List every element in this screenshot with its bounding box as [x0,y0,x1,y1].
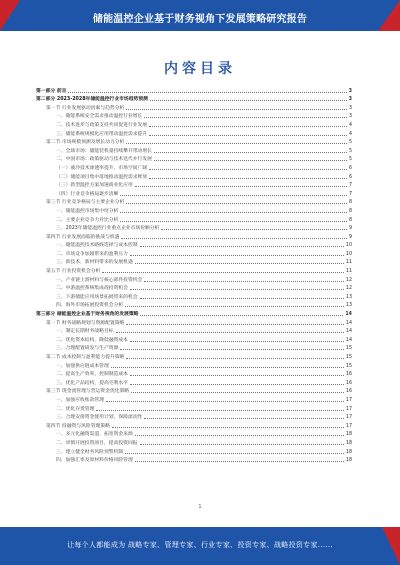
toc-leader-dots [126,109,347,110]
toc-entry-text: （一）液冷技术渗透率提升，市场空间广阔 [56,165,148,171]
toc-leader-dots [130,255,344,256]
toc-entry-page: 10 [345,243,352,249]
toc-entry[interactable] [36,283,352,292]
footer-slogan: 让每个人都能成为 战略专家、管理专家、行业专家、投资专家、战略投资专家...... [67,541,333,549]
toc-entry[interactable] [36,308,352,317]
toc-entry-text: 二、主要企业竞争力对比分析 [56,217,119,223]
toc-leader-dots [150,100,347,101]
toc-entry[interactable] [36,446,352,455]
toc-entry-page: 17 [345,406,352,412]
toc-entry-page: 17 [345,415,352,421]
toc-leader-dots [120,195,347,196]
toc-entry-page: 4 [348,131,352,137]
toc-entry-text: （二）储能项目集中落地推动温控需求释放 [56,174,148,180]
toc-entry-text: 一、加强应收账款管理 [56,397,104,403]
footer-accent [382,527,400,565]
toc-entry-page: 7 [348,191,352,197]
toc-leader-dots [135,435,344,436]
toc-entry-text: 第四节 投融资与风险管理策略 [46,423,110,429]
toc-entry[interactable] [36,188,352,197]
toc-leader-dots [112,427,344,428]
toc-entry-page: 16 [345,380,352,386]
report-title: 储能温控企业基于财务视角下发展策略研究报告 [92,14,308,25]
toc-entry-page: 15 [345,363,352,369]
toc-entry[interactable] [36,343,352,352]
toc-leader-dots [135,263,344,264]
toc-entry-text: 第四节 行业发展面临的挑战与机遇 [46,234,120,240]
toc-entry-page: 6 [348,165,352,171]
toc-entry-page: 14 [345,320,352,326]
toc-entry-text: 三、储能系统规模化应用带动温控需求提升 [56,131,148,137]
toc-entry-page: 16 [345,389,352,395]
toc-entry[interactable] [36,248,352,257]
toc-entry-text: 一、储能温控市场集中度分析 [56,208,119,214]
table-of-contents [36,85,352,463]
toc-entry-text: 第一节 行业发展驱动因素与趋势分析 [46,105,125,111]
toc-leader-dots [102,272,344,273]
toc-entry[interactable] [36,231,352,240]
toc-entry-text: 第三节 行业竞争格局与主要企业分析 [46,200,125,206]
toc-entry[interactable] [36,197,352,206]
toc-entry[interactable] [36,420,352,429]
toc-leader-dots [120,221,347,222]
toc-leader-dots [121,238,346,239]
toc-entry-text: 第二节 成本控制与盈利能力提升策略 [46,355,125,360]
toc-entry[interactable] [36,265,352,274]
toc-entry-page: 5 [348,157,352,163]
toc-entry-page: 17 [345,397,352,403]
toc-entry-page: 18 [345,432,352,438]
toc-entry-page: 14 [345,337,352,343]
toc-entry-page: 3 [348,97,352,103]
toc-entry-text: 第五节 行业投资机会分析 [46,269,101,275]
toc-entry[interactable] [36,274,352,283]
toc-entry[interactable] [36,102,352,111]
toc-leader-dots [154,160,347,161]
toc-leader-dots [144,281,344,282]
toc-entry-text: 一、制定长期财务战略目标 [56,329,114,335]
toc-entry-text: 二、中国市场：政策驱动与技术迭代并行发展 [56,157,152,163]
toc-entry-text: 二、技术进步与政策支持共同促进行业发展 [56,122,148,128]
toc-leader-dots [131,392,344,393]
toc-entry[interactable] [36,111,352,120]
toc-leader-dots [130,341,344,342]
toc-leader-dots [140,315,343,316]
toc-entry-page: 13 [345,303,352,309]
toc-entry[interactable] [36,162,352,171]
toc-leader-dots [120,349,344,350]
toc-leader-dots [140,444,344,445]
toc-entry-page: 5 [348,148,352,154]
toc-entry-page: 16 [345,372,352,378]
toc-leader-dots [125,453,344,454]
toc-entry[interactable] [36,429,352,438]
toc-entry-text: 三、新技术、新材料带来的发展机遇 [56,260,133,266]
toc-entry[interactable] [36,326,352,335]
toc-entry[interactable] [36,360,352,369]
toc-entry[interactable] [36,205,352,214]
toc-entry[interactable] [36,214,352,223]
toc-entry[interactable] [36,257,352,266]
toc-entry-page: 9 [348,234,352,240]
toc-entry-text: 第三部分 储能温控企业基于财务视角的发展策略 [36,312,139,318]
toc-entry[interactable] [36,351,352,360]
toc-leader-dots [106,401,344,402]
toc-entry-page: 6 [348,174,352,180]
toc-entry[interactable] [36,240,352,249]
toc-leader-dots [140,246,344,247]
toc-entry[interactable] [36,119,352,128]
toc-entry[interactable] [36,145,352,154]
toc-entry-text: 一、全球市场：储能装机量持续攀升带动增长 [56,148,152,154]
report-footer [0,527,400,565]
toc-entry-page: 5 [348,140,352,146]
toc-entry-page: 14 [345,312,352,318]
toc-entry-page: 8 [348,208,352,214]
toc-entry[interactable] [36,455,352,464]
toc-entry-text: 二、中游温控系统集成商投资机会 [56,286,128,292]
toc-entry-text: 第一部分 前言 [36,88,67,94]
toc-entry-text: 三、合理安排资金使用计划，保障流动性 [56,415,143,421]
toc-leader-dots [130,289,344,290]
toc-entry-text: 四、海外市场拓展投资机会分析 [56,303,124,309]
toc-entry-page: 12 [345,277,352,283]
toc-entry[interactable] [36,128,352,137]
toc-leader-dots [68,92,346,93]
toc-entry[interactable] [36,377,352,386]
toc-entry-page: 8 [348,217,352,223]
toc-entry[interactable] [36,369,352,378]
toc-entry-page: 13 [345,294,352,300]
toc-entry-text: 四、加强汇率及原材料价格风险管理 [56,458,133,464]
toc-leader-dots [126,143,347,144]
toc-entry[interactable] [36,85,352,94]
toc-entry-text: 第一节 财务战略规划与资源配置策略 [46,320,125,326]
toc-entry-text: 一、加强供应链成本管理 [56,363,109,369]
toc-entry-text: （四）行业竞争格局逐步清晰 [56,191,119,197]
toc-entry[interactable] [36,334,352,343]
toc-entry-text: 第三节 现金流管理与营运资金优化策略 [46,389,130,395]
toc-entry-text: 第二节 市场规模预测及增长动力分析 [46,140,125,146]
toc-leader-dots [126,358,344,359]
toc-entry-page: 7 [348,183,352,189]
toc-entry[interactable] [36,180,352,189]
toc-leader-dots [130,375,344,376]
toc-entry-text: （三）新型温控方案加速商业化应用 [56,183,133,189]
toc-leader-dots [96,410,344,411]
toc-entry-page: 15 [345,346,352,352]
toc-entry-text: 三、优化产品结构，提高毛利水平 [56,380,128,386]
toc-leader-dots [149,135,347,136]
toc-entry-text: 一、产业链上游材料与核心部件投资机会 [56,277,143,283]
toc-entry-page: 3 [348,88,352,94]
toc-entry-page: 17 [345,423,352,429]
toc-leader-dots [111,367,344,368]
toc-entry-text: 二、优化存货管理 [56,406,95,412]
toc-entry[interactable] [36,394,352,403]
toc-entry-page: 9 [348,226,352,232]
toc-entry-text: 二、审慎开展投资项目，提高投资回报 [56,440,138,446]
toc-entry-page: 4 [348,122,352,128]
toc-entry-page: 3 [348,114,352,120]
report-header [0,0,400,31]
toc-entry[interactable] [36,412,352,421]
toc-entry-page: 11 [345,260,352,266]
toc-entry[interactable] [36,437,352,446]
toc-entry[interactable] [36,403,352,412]
toc-entry-text: 三、建立健全财务风险预警机制 [56,449,124,455]
toc-entry-page: 8 [348,200,352,206]
toc-leader-dots [149,178,347,179]
toc-entry-page: 14 [345,329,352,335]
toc-leader-dots [135,461,344,462]
toc-leader-dots [116,332,344,333]
toc-entry-text: 二、优化资本结构，降低融资成本 [56,337,128,343]
toc-leader-dots [149,126,347,127]
toc-entry-page: 12 [345,286,352,292]
toc-entry[interactable] [36,171,352,180]
toc-leader-dots [126,324,344,325]
toc-entry-text: 一、储能系统安全需求推动温控行业增长 [56,114,143,120]
toc-entry[interactable] [36,137,352,146]
toc-leader-dots [140,298,344,299]
toc-entry-page: 11 [345,269,352,275]
toc-leader-dots [120,212,347,213]
toc-leader-dots [154,152,347,153]
toc-entry-text: 三、2023年储能温控行业重点企业市场份额分析 [56,226,160,232]
toc-entry-text: 一、多元化融资渠道，拓宽资金来源 [56,432,133,438]
toc-entry-page: 18 [345,440,352,446]
toc-entry-page: 15 [345,355,352,360]
toc-entry-text: 二、市场竞争加剧带来的盈利压力 [56,251,128,257]
toc-entry[interactable] [36,317,352,326]
page-number: 1 [198,504,202,510]
header-accent-right [378,0,400,31]
toc-entry-page: 3 [348,105,352,111]
toc-leader-dots [161,229,347,230]
toc-entry-text: 一、储能温控技术路线选择与成本控制 [56,243,138,249]
toc-leader-dots [130,384,344,385]
toc-entry[interactable] [36,291,352,300]
toc-leader-dots [125,306,344,307]
toc-leader-dots [126,203,347,204]
toc-entry[interactable] [36,154,352,163]
toc-entry-text: 三、合理配置研发与生产资源 [56,346,119,352]
toc-entry[interactable] [36,300,352,309]
toc-entry-text: 三、下游储能应用场景拓展带来的机会 [56,294,138,300]
toc-leader-dots [135,186,347,187]
toc-entry[interactable] [36,223,352,232]
toc-entry-page: 10 [345,251,352,257]
toc-entry-text: 二、提高生产效率，控制制造成本 [56,372,128,378]
toc-leader-dots [144,117,347,118]
toc-entry-page: 18 [345,458,352,464]
toc-leader-dots [149,169,347,170]
toc-entry-text: 第二部分 2023-2028年储能温控行业市场趋势预测 [36,97,148,103]
toc-heading: 内容目录 [164,61,236,77]
toc-entry-page: 18 [345,449,352,455]
toc-entry[interactable] [36,386,352,395]
toc-entry[interactable] [36,94,352,103]
toc-leader-dots [144,418,344,419]
